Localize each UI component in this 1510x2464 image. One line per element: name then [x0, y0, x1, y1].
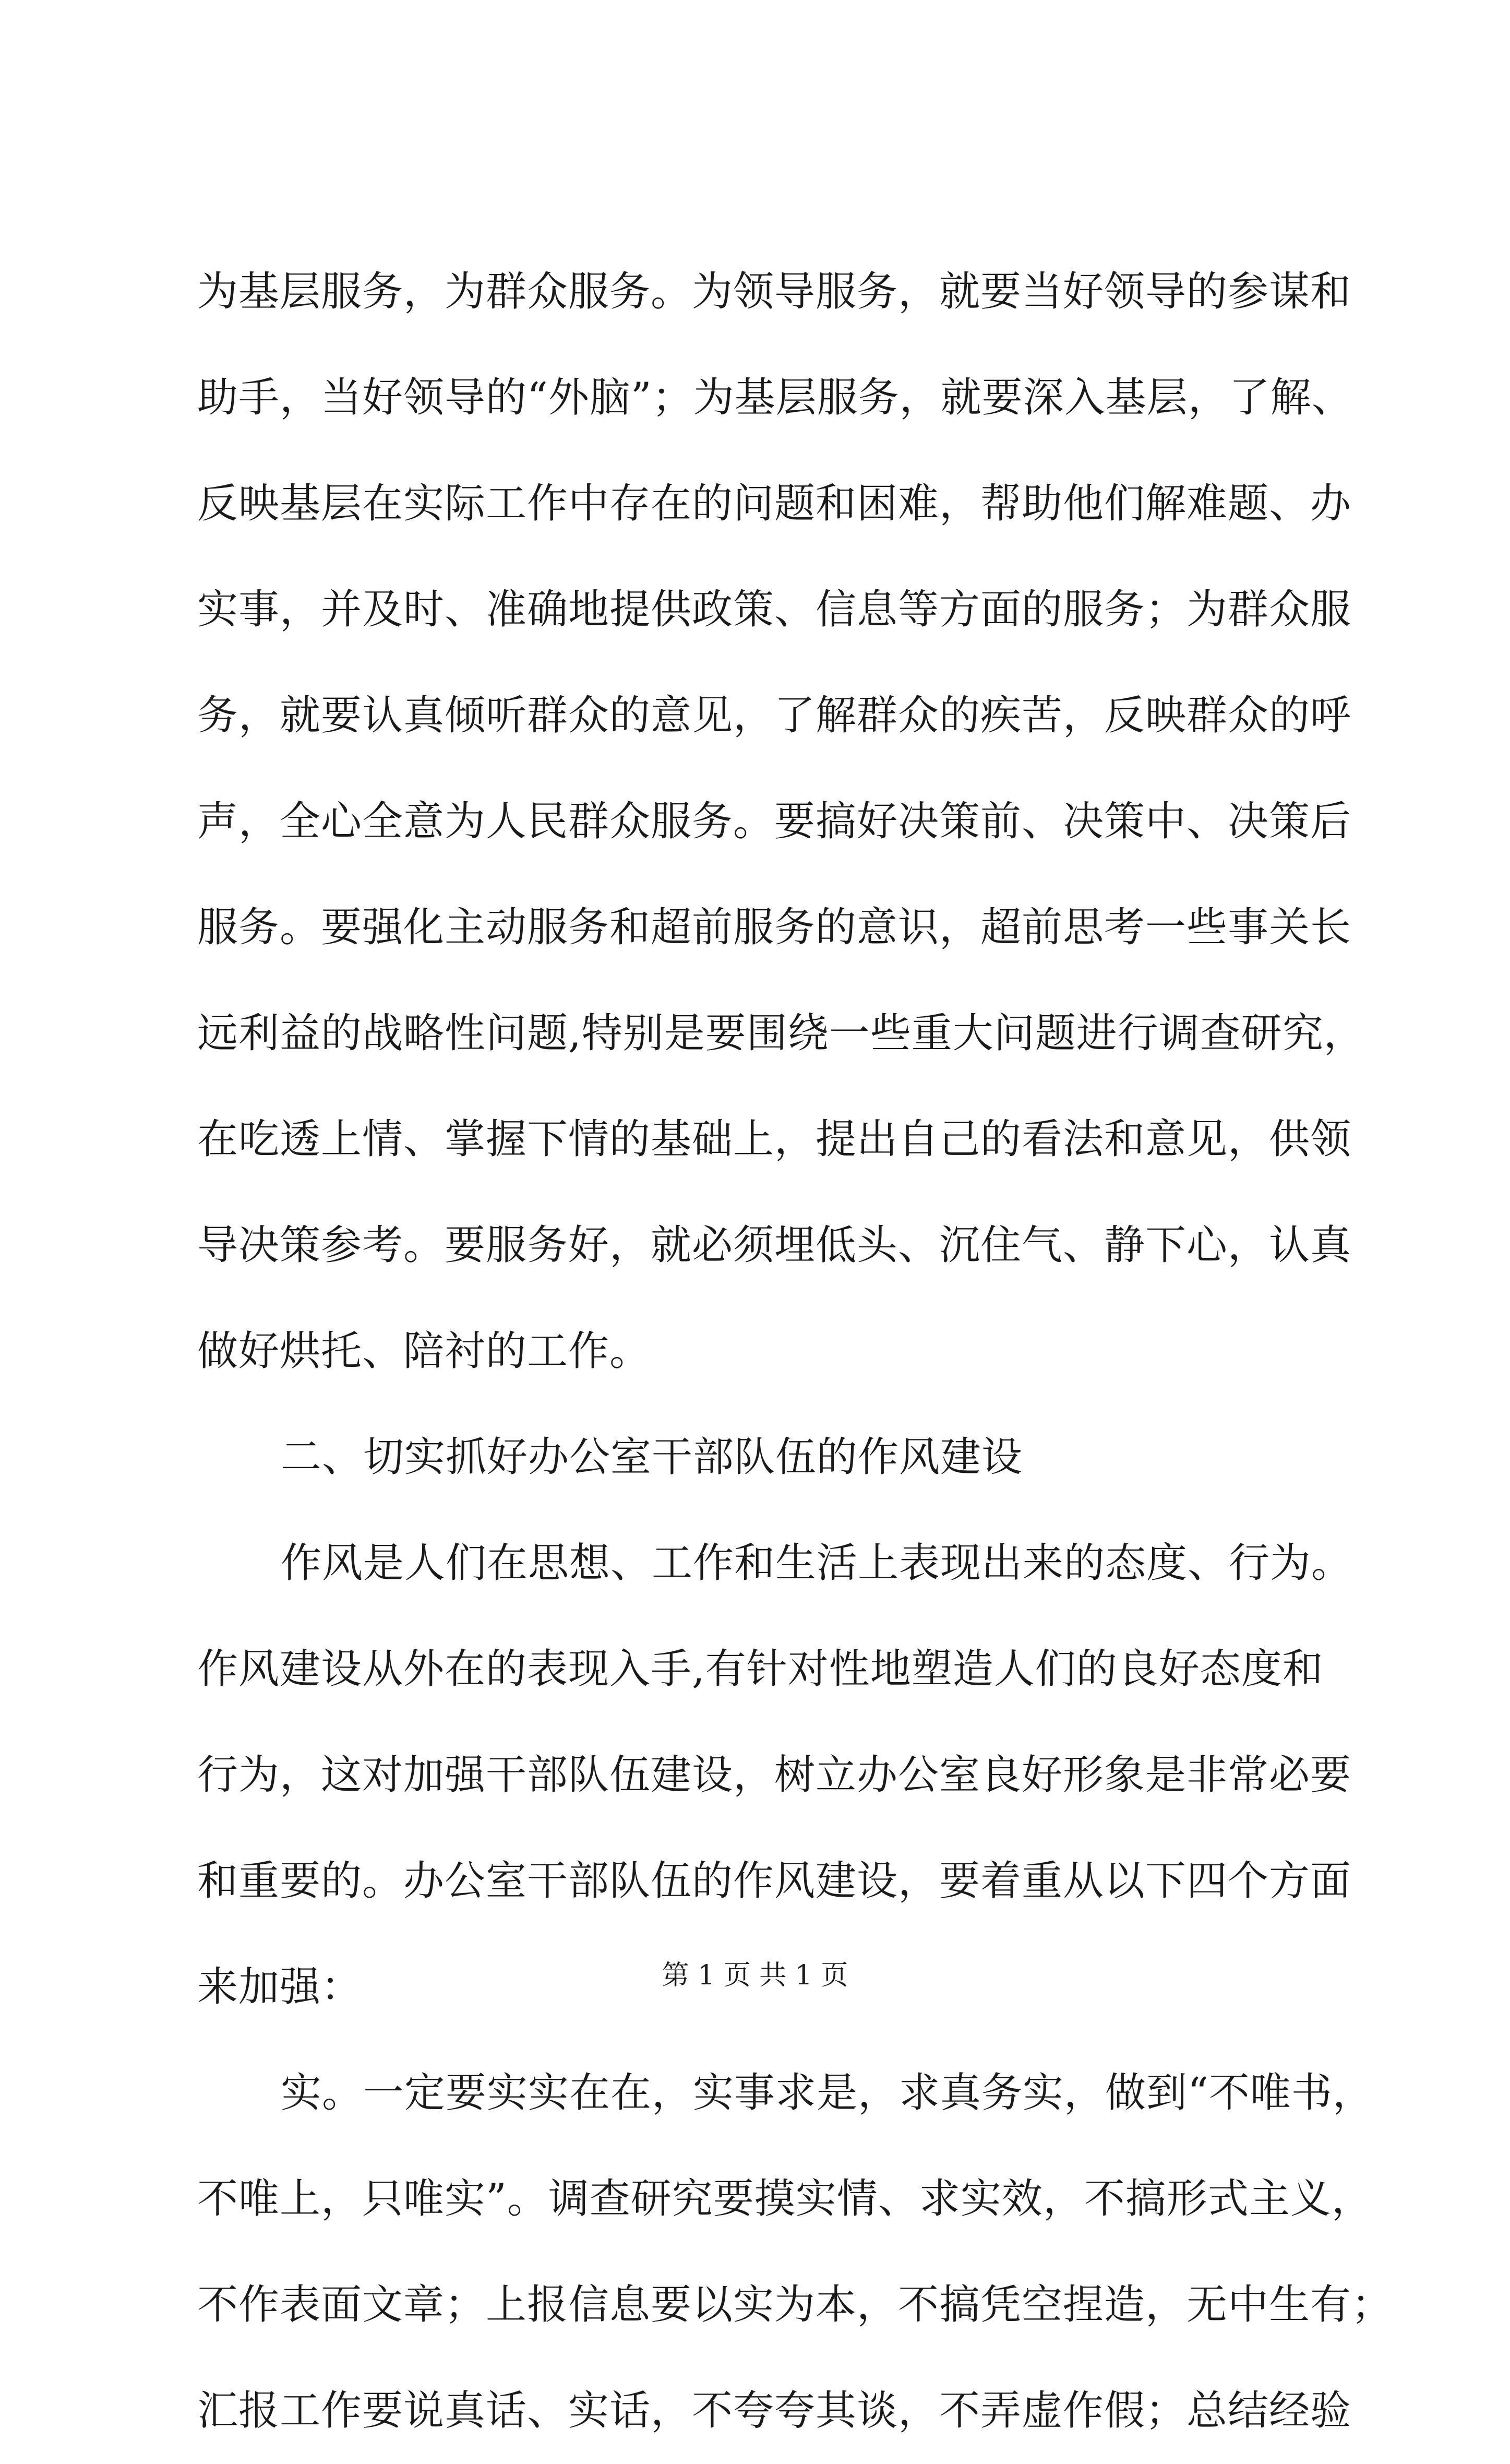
- text-line: 来加强：: [197, 1963, 363, 2010]
- text-line: 作风是人们在思想、工作和生活上表现出来的态度、行为。: [281, 1540, 1353, 1587]
- text-line: 行为，这对加强干部队伍建设，树立办公室良好形象是非常必要: [197, 1752, 1352, 1799]
- text-line: 汇报工作要说真话、实话，不夸夸其谈，不弄虚作假；总结经验: [197, 2387, 1352, 2434]
- page-footer: 第 1 页 共 1 页: [662, 1960, 848, 1991]
- text-line: 导决策参考。要服务好，就必须埋低头、沉住气、静下心，认真: [197, 1222, 1352, 1269]
- text-line: 实。一定要实实在在，实事求是，求真务实，做到“不唯书，: [281, 2069, 1374, 2116]
- text-line: 做好烘托、陪衬的工作。: [197, 1328, 651, 1375]
- text-line: 务，就要认真倾听群众的意见，了解群众的疾苦，反映群众的呼: [197, 692, 1352, 739]
- text-line: 助手，当好领导的“外脑”；为基层服务，就要深入基层，了解、: [197, 374, 1353, 421]
- text-line: 声，全心全意为人民群众服务。要搞好决策前、决策中、决策后: [197, 798, 1352, 845]
- section-heading: 二、切实抓好办公室干部队伍的作风建设: [281, 1434, 1023, 1481]
- text-line: 实事，并及时、准确地提供政策、信息等方面的服务；为群众服: [197, 586, 1352, 633]
- text-line: 反映基层在实际工作中存在的问题和困难，帮助他们解难题、办: [197, 480, 1352, 527]
- text-line: 服务。要强化主动服务和超前服务的意识，超前思考一些事关长: [197, 904, 1352, 951]
- text-line: 远利益的战略性问题,特别是要围绕一些重大问题进行调查研究，: [197, 1010, 1365, 1057]
- text-line: 为基层服务，为群众服务。为领导服务，就要当好领导的参谋和: [197, 268, 1352, 315]
- text-line: 不作表面文章；上报信息要以实为本，不搞凭空捏造，无中生有；: [197, 2281, 1393, 2328]
- document-body: [197, 239, 1393, 2464]
- text-line: 和重要的。办公室干部队伍的作风建设，要着重从以下四个方面: [197, 1858, 1352, 1904]
- text-line: 在吃透上情、掌握下情的基础上，提出自己的看法和意见，供领: [197, 1116, 1352, 1163]
- text-line: 不唯上，只唯实”。调查研究要摸实情、求实效，不搞形式主义，: [197, 2175, 1373, 2222]
- text-line: 作风建设从外在的表现入手,有针对性地塑造人们的良好态度和: [197, 1646, 1324, 1693]
